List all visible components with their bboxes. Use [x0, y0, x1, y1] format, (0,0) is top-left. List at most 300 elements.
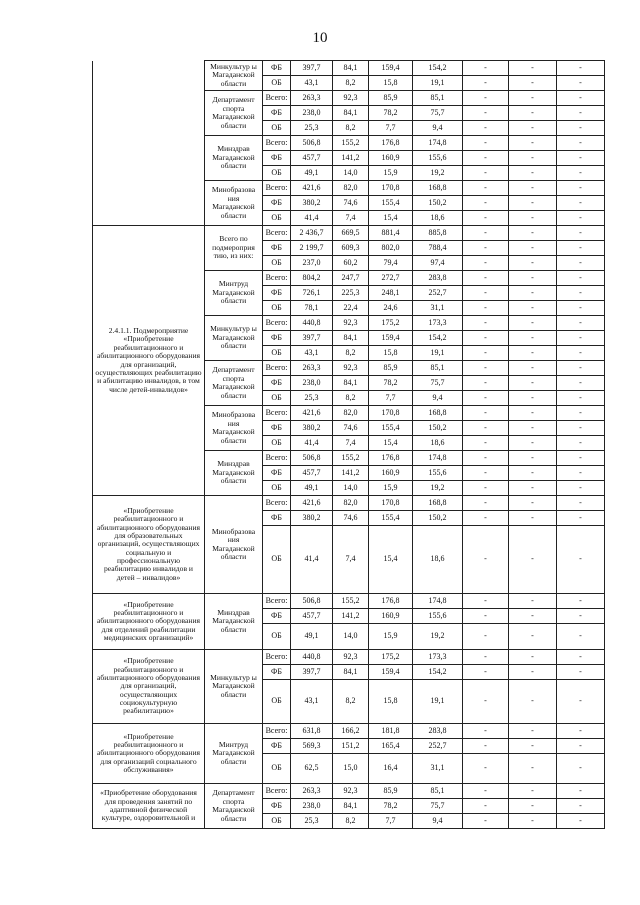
dash-cell: - [509, 496, 557, 511]
dash-cell: - [463, 511, 509, 526]
value-cell: 8,2 [333, 76, 369, 91]
dash-cell: - [509, 196, 557, 211]
source-cell: ФБ [263, 609, 291, 624]
dash-cell: - [463, 665, 509, 680]
value-cell: 18,6 [413, 526, 463, 594]
executor-cell: Минтруд Магаданской области [205, 271, 263, 316]
dash-cell: - [509, 436, 557, 451]
value-cell: 16,4 [369, 754, 413, 784]
value-cell: 155,6 [413, 151, 463, 166]
dash-cell: - [557, 256, 605, 271]
dash-cell: - [463, 799, 509, 814]
value-cell: 85,9 [369, 784, 413, 799]
value-cell: 141,2 [333, 466, 369, 481]
source-cell: ОБ [263, 346, 291, 361]
executor-cell: Минздрав Магаданской области [205, 594, 263, 650]
value-cell: 457,7 [291, 466, 333, 481]
source-cell: ОБ [263, 256, 291, 271]
value-cell: 74,6 [333, 421, 369, 436]
source-cell: ОБ [263, 391, 291, 406]
value-cell: 92,3 [333, 361, 369, 376]
executor-cell: Минобразова ния Магаданской области [205, 406, 263, 451]
value-cell: 15,0 [333, 754, 369, 784]
value-cell: 457,7 [291, 151, 333, 166]
source-cell: ОБ [263, 624, 291, 650]
value-cell: 155,6 [413, 466, 463, 481]
table-row [93, 784, 605, 799]
value-cell: 84,1 [333, 61, 369, 76]
value-cell: 173,3 [413, 316, 463, 331]
dash-cell: - [463, 724, 509, 739]
value-cell: 15,9 [369, 481, 413, 496]
dash-cell: - [463, 784, 509, 799]
dash-cell: - [557, 406, 605, 421]
value-cell: 726,1 [291, 286, 333, 301]
value-cell: 170,8 [369, 181, 413, 196]
dash-cell: - [463, 121, 509, 136]
dash-cell: - [463, 496, 509, 511]
value-cell: 2 436,7 [291, 226, 333, 241]
source-cell: ФБ [263, 61, 291, 76]
value-cell: 79,4 [369, 256, 413, 271]
value-cell: 7,4 [333, 211, 369, 226]
value-cell: 252,7 [413, 286, 463, 301]
value-cell: 263,3 [291, 91, 333, 106]
dash-cell: - [509, 376, 557, 391]
value-cell: 19,1 [413, 76, 463, 91]
value-cell: 569,3 [291, 739, 333, 754]
value-cell: 248,1 [369, 286, 413, 301]
value-cell: 82,0 [333, 496, 369, 511]
dash-cell: - [509, 594, 557, 609]
dash-cell: - [463, 241, 509, 256]
value-cell: 75,7 [413, 106, 463, 121]
dash-cell: - [463, 406, 509, 421]
value-cell: 160,9 [369, 151, 413, 166]
value-cell: 802,0 [369, 241, 413, 256]
value-cell: 15,9 [369, 624, 413, 650]
dash-cell: - [557, 166, 605, 181]
value-cell: 174,8 [413, 136, 463, 151]
value-cell: 237,0 [291, 256, 333, 271]
value-cell: 84,1 [333, 665, 369, 680]
dash-cell: - [463, 286, 509, 301]
dash-cell: - [557, 151, 605, 166]
value-cell: 238,0 [291, 799, 333, 814]
dash-cell: - [509, 680, 557, 724]
value-cell: 8,2 [333, 121, 369, 136]
source-cell: ФБ [263, 466, 291, 481]
dash-cell: - [509, 624, 557, 650]
dash-cell: - [557, 76, 605, 91]
dash-cell: - [463, 481, 509, 496]
source-cell: ОБ [263, 481, 291, 496]
value-cell: 881,4 [369, 226, 413, 241]
dash-cell: - [557, 496, 605, 511]
value-cell: 263,3 [291, 784, 333, 799]
program-cell: «Приобретение реабилитационного и абилитационного оборудования для образовательных организаций, осуществляющих социальную и профессиональную реабилитацию инвалидов и детей – инвалидов» [93, 496, 205, 594]
dash-cell: - [557, 121, 605, 136]
value-cell: 272,7 [369, 271, 413, 286]
value-cell: 7,4 [333, 436, 369, 451]
dash-cell: - [557, 376, 605, 391]
value-cell: 440,8 [291, 650, 333, 665]
source-cell: ФБ [263, 331, 291, 346]
dash-cell: - [463, 391, 509, 406]
table-row [93, 594, 605, 609]
source-cell: Всего: [263, 650, 291, 665]
source-cell: Всего: [263, 181, 291, 196]
value-cell: 160,9 [369, 466, 413, 481]
value-cell: 669,5 [333, 226, 369, 241]
source-cell: Всего: [263, 136, 291, 151]
dash-cell: - [509, 166, 557, 181]
executor-cell: Департамент спорта Магаданской области [205, 361, 263, 406]
source-cell: Всего: [263, 406, 291, 421]
dash-cell: - [463, 76, 509, 91]
dash-cell: - [509, 814, 557, 829]
dash-cell: - [463, 331, 509, 346]
value-cell: 78,2 [369, 106, 413, 121]
value-cell: 19,2 [413, 624, 463, 650]
program-cell: «Приобретение реабилитационного и абилитационного оборудования для организаций социального обслуживания» [93, 724, 205, 784]
dash-cell: - [557, 481, 605, 496]
source-cell: ФБ [263, 196, 291, 211]
value-cell: 15,4 [369, 436, 413, 451]
dash-cell: - [557, 421, 605, 436]
dash-cell: - [463, 376, 509, 391]
value-cell: 155,4 [369, 421, 413, 436]
value-cell: 49,1 [291, 624, 333, 650]
dash-cell: - [463, 436, 509, 451]
dash-cell: - [557, 680, 605, 724]
dash-cell: - [557, 526, 605, 594]
source-cell: ОБ [263, 436, 291, 451]
dash-cell: - [557, 436, 605, 451]
value-cell: 92,3 [333, 91, 369, 106]
dash-cell: - [463, 301, 509, 316]
value-cell: 168,8 [413, 496, 463, 511]
value-cell: 84,1 [333, 331, 369, 346]
value-cell: 397,7 [291, 331, 333, 346]
dash-cell: - [463, 346, 509, 361]
value-cell: 22,4 [333, 301, 369, 316]
value-cell: 24,6 [369, 301, 413, 316]
value-cell: 43,1 [291, 76, 333, 91]
value-cell: 19,1 [413, 346, 463, 361]
program-cell: «Приобретение оборудования для проведения занятий по адаптивной физической культуре, оздоровительной и [93, 784, 205, 829]
program-cell [93, 61, 205, 226]
value-cell: 92,3 [333, 316, 369, 331]
value-cell: 174,8 [413, 451, 463, 466]
dash-cell: - [463, 166, 509, 181]
dash-cell: - [557, 754, 605, 784]
value-cell: 19,1 [413, 680, 463, 724]
dash-cell: - [557, 739, 605, 754]
value-cell: 150,2 [413, 421, 463, 436]
value-cell: 175,2 [369, 316, 413, 331]
value-cell: 84,1 [333, 106, 369, 121]
value-cell: 74,6 [333, 196, 369, 211]
dash-cell: - [509, 650, 557, 665]
dash-cell: - [557, 665, 605, 680]
dash-cell: - [557, 181, 605, 196]
value-cell: 170,8 [369, 496, 413, 511]
dash-cell: - [557, 451, 605, 466]
dash-cell: - [509, 526, 557, 594]
dash-cell: - [463, 624, 509, 650]
value-cell: 82,0 [333, 406, 369, 421]
value-cell: 7,7 [369, 121, 413, 136]
value-cell: 31,1 [413, 754, 463, 784]
value-cell: 85,9 [369, 91, 413, 106]
dash-cell: - [509, 466, 557, 481]
source-cell: ОБ [263, 76, 291, 91]
dash-cell: - [509, 61, 557, 76]
value-cell: 85,1 [413, 91, 463, 106]
value-cell: 804,2 [291, 271, 333, 286]
value-cell: 160,9 [369, 609, 413, 624]
source-cell: ОБ [263, 166, 291, 181]
dash-cell: - [557, 241, 605, 256]
value-cell: 176,8 [369, 451, 413, 466]
dash-cell: - [557, 814, 605, 829]
value-cell: 41,4 [291, 211, 333, 226]
dash-cell: - [557, 136, 605, 151]
executor-cell: Минобразова ния Магаданской области [205, 181, 263, 226]
value-cell: 75,7 [413, 799, 463, 814]
table-row [93, 226, 605, 241]
source-cell: Всего: [263, 594, 291, 609]
value-cell: 159,4 [369, 61, 413, 76]
dash-cell: - [463, 211, 509, 226]
value-cell: 380,2 [291, 196, 333, 211]
dash-cell: - [509, 286, 557, 301]
source-cell: ФБ [263, 421, 291, 436]
value-cell: 60,2 [333, 256, 369, 271]
value-cell: 440,8 [291, 316, 333, 331]
value-cell: 19,2 [413, 481, 463, 496]
value-cell: 78,2 [369, 376, 413, 391]
executor-cell: Минкультур ы Магаданской области [205, 316, 263, 361]
value-cell: 15,8 [369, 680, 413, 724]
dash-cell: - [509, 121, 557, 136]
dash-cell: - [509, 151, 557, 166]
value-cell: 170,8 [369, 406, 413, 421]
value-cell: 49,1 [291, 166, 333, 181]
dash-cell: - [509, 331, 557, 346]
value-cell: 247,7 [333, 271, 369, 286]
dash-cell: - [509, 91, 557, 106]
value-cell: 151,2 [333, 739, 369, 754]
source-cell: Всего: [263, 361, 291, 376]
source-cell: ОБ [263, 121, 291, 136]
value-cell: 8,2 [333, 680, 369, 724]
value-cell: 82,0 [333, 181, 369, 196]
value-cell: 8,2 [333, 391, 369, 406]
page-number: 10 [312, 30, 328, 46]
value-cell: 84,1 [333, 799, 369, 814]
dash-cell: - [463, 256, 509, 271]
value-cell: 9,4 [413, 391, 463, 406]
dash-cell: - [463, 680, 509, 724]
table-row [93, 724, 605, 739]
value-cell: 154,2 [413, 665, 463, 680]
dash-cell: - [557, 211, 605, 226]
dash-cell: - [509, 346, 557, 361]
value-cell: 506,8 [291, 594, 333, 609]
value-cell: 225,3 [333, 286, 369, 301]
value-cell: 9,4 [413, 121, 463, 136]
value-cell: 14,0 [333, 624, 369, 650]
dash-cell: - [557, 286, 605, 301]
value-cell: 155,2 [333, 594, 369, 609]
value-cell: 31,1 [413, 301, 463, 316]
dash-cell: - [557, 196, 605, 211]
dash-cell: - [557, 316, 605, 331]
value-cell: 84,1 [333, 376, 369, 391]
value-cell: 141,2 [333, 609, 369, 624]
dash-cell: - [557, 61, 605, 76]
dash-cell: - [557, 331, 605, 346]
dash-cell: - [509, 316, 557, 331]
source-cell: ФБ [263, 286, 291, 301]
dash-cell: - [463, 196, 509, 211]
value-cell: 506,8 [291, 451, 333, 466]
program-cell: «Приобретение реабилитационного и абилитационного оборудования для отделений реабилитации медицинских организаций» [93, 594, 205, 650]
dash-cell: - [557, 301, 605, 316]
dash-cell: - [557, 361, 605, 376]
value-cell: 166,2 [333, 724, 369, 739]
value-cell: 788,4 [413, 241, 463, 256]
value-cell: 380,2 [291, 511, 333, 526]
dash-cell: - [509, 256, 557, 271]
source-cell: ФБ [263, 665, 291, 680]
value-cell: 85,1 [413, 784, 463, 799]
dash-cell: - [463, 226, 509, 241]
source-cell: Всего: [263, 784, 291, 799]
value-cell: 154,2 [413, 331, 463, 346]
value-cell: 49,1 [291, 481, 333, 496]
dash-cell: - [557, 784, 605, 799]
value-cell: 7,7 [369, 814, 413, 829]
source-cell: ОБ [263, 814, 291, 829]
value-cell: 2 199,7 [291, 241, 333, 256]
dash-cell: - [463, 106, 509, 121]
value-cell: 14,0 [333, 166, 369, 181]
source-cell: ОБ [263, 754, 291, 784]
program-cell: «Приобретение реабилитационного и абилитационного оборудования для организаций, осуществляющих социокультурную реабилитацию» [93, 650, 205, 724]
value-cell: 78,2 [369, 799, 413, 814]
value-cell: 421,6 [291, 181, 333, 196]
dash-cell: - [557, 724, 605, 739]
dash-cell: - [509, 511, 557, 526]
value-cell: 155,2 [333, 451, 369, 466]
executor-cell: Минздрав Магаданской области [205, 136, 263, 181]
source-cell: Всего: [263, 451, 291, 466]
dash-cell: - [557, 226, 605, 241]
executor-cell: Минкультур ы Магаданской области [205, 61, 263, 91]
program-cell: 2.4.1.1. Подмероприятие «Приобретение реабилитационного и абилитационного оборудования для организаций, осуществляющих реабилитацию и абилитацию инвалидов, в том числе детей-инвалидов» [93, 226, 205, 496]
value-cell: 263,3 [291, 361, 333, 376]
value-cell: 15,8 [369, 346, 413, 361]
table-row [93, 61, 605, 76]
value-cell: 141,2 [333, 151, 369, 166]
source-cell: ФБ [263, 151, 291, 166]
source-cell: ФБ [263, 106, 291, 121]
value-cell: 18,6 [413, 436, 463, 451]
executor-cell: Минздрав Магаданской области [205, 451, 263, 496]
value-cell: 8,2 [333, 814, 369, 829]
value-cell: 380,2 [291, 421, 333, 436]
value-cell: 181,8 [369, 724, 413, 739]
budget-table [92, 60, 605, 829]
value-cell: 397,7 [291, 665, 333, 680]
value-cell: 155,4 [369, 196, 413, 211]
value-cell: 75,7 [413, 376, 463, 391]
value-cell: 173,3 [413, 650, 463, 665]
dash-cell: - [463, 650, 509, 665]
source-cell: Всего: [263, 271, 291, 286]
value-cell: 15,9 [369, 166, 413, 181]
value-cell: 176,8 [369, 594, 413, 609]
value-cell: 155,2 [333, 136, 369, 151]
source-cell: ФБ [263, 241, 291, 256]
dash-cell: - [463, 421, 509, 436]
dash-cell: - [509, 451, 557, 466]
executor-cell: Департамент спорта Магаданской области [205, 91, 263, 136]
value-cell: 41,4 [291, 436, 333, 451]
table-row [93, 650, 605, 665]
value-cell: 154,2 [413, 61, 463, 76]
dash-cell: - [509, 481, 557, 496]
value-cell: 168,8 [413, 181, 463, 196]
value-cell: 175,2 [369, 650, 413, 665]
source-cell: ОБ [263, 211, 291, 226]
dash-cell: - [463, 609, 509, 624]
value-cell: 238,0 [291, 106, 333, 121]
source-cell: Всего: [263, 91, 291, 106]
dash-cell: - [463, 271, 509, 286]
dash-cell: - [509, 391, 557, 406]
source-cell: ОБ [263, 680, 291, 724]
dash-cell: - [557, 106, 605, 121]
dash-cell: - [509, 739, 557, 754]
source-cell: Всего: [263, 226, 291, 241]
dash-cell: - [463, 181, 509, 196]
dash-cell: - [557, 91, 605, 106]
dash-cell: - [557, 799, 605, 814]
value-cell: 155,4 [369, 511, 413, 526]
dash-cell: - [463, 466, 509, 481]
value-cell: 159,4 [369, 331, 413, 346]
value-cell: 25,3 [291, 391, 333, 406]
dash-cell: - [509, 784, 557, 799]
executor-cell: Минтруд Магаданской области [205, 724, 263, 784]
value-cell: 19,2 [413, 166, 463, 181]
value-cell: 506,8 [291, 136, 333, 151]
dash-cell: - [509, 271, 557, 286]
value-cell: 609,3 [333, 241, 369, 256]
value-cell: 15,4 [369, 526, 413, 594]
dash-cell: - [463, 151, 509, 166]
dash-cell: - [557, 594, 605, 609]
source-cell: ФБ [263, 376, 291, 391]
dash-cell: - [463, 451, 509, 466]
dash-cell: - [509, 665, 557, 680]
dash-cell: - [463, 754, 509, 784]
value-cell: 168,8 [413, 406, 463, 421]
